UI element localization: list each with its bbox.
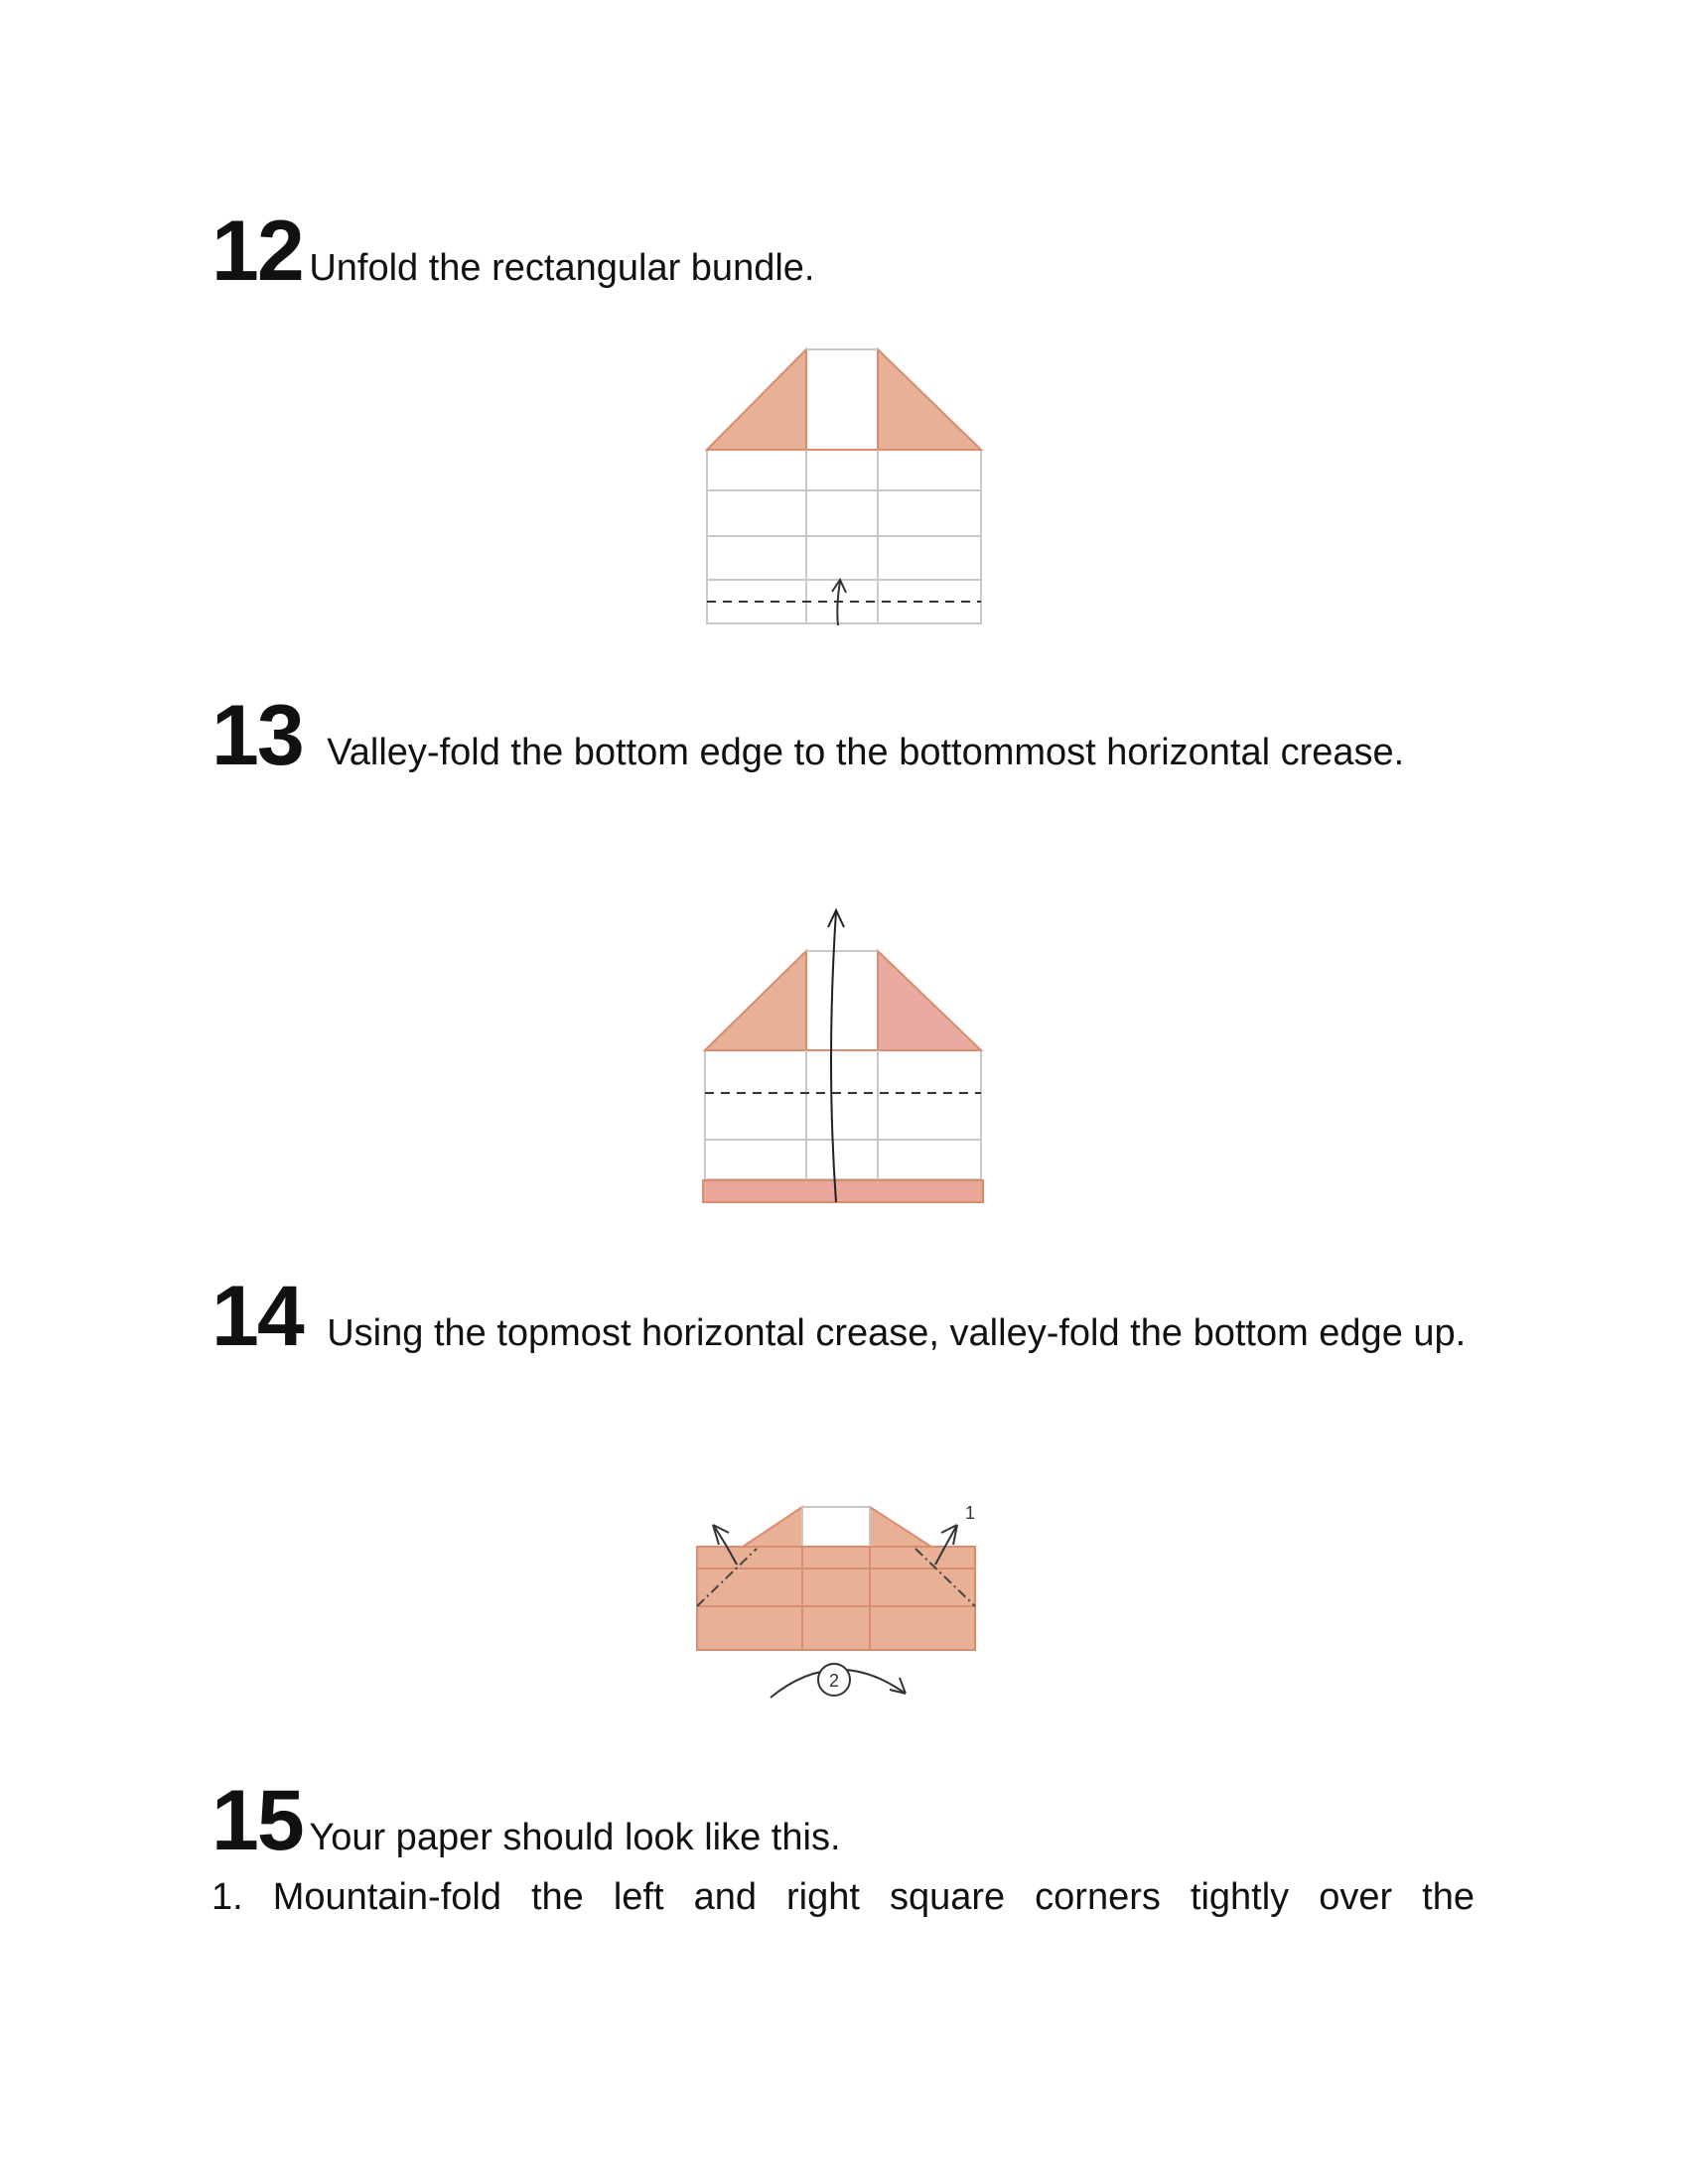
right-flap bbox=[878, 951, 981, 1050]
paper-outline bbox=[707, 349, 981, 623]
turn-over-label: 2 bbox=[828, 1671, 840, 1691]
step-instruction: Your paper should look like this. bbox=[309, 1817, 841, 1858]
folded-strip bbox=[703, 1180, 983, 1202]
step-number: 13 bbox=[211, 688, 303, 783]
step-number: 12 bbox=[211, 204, 303, 299]
step-13-paragraph bbox=[211, 688, 1475, 784]
step-instruction: Using the topmost horizontal crease, valley-fold the bottom edge up. bbox=[327, 1312, 1467, 1354]
step-instruction: Unfold the rectangular bundle. bbox=[309, 247, 815, 289]
step-12-diagram bbox=[701, 345, 989, 627]
left-flap bbox=[707, 349, 806, 450]
folded-body bbox=[697, 1547, 975, 1650]
step-instruction: Valley-fold the bottom edge to the bottommost horizontal crease. bbox=[327, 732, 1405, 773]
fold-label-one: 1 bbox=[965, 1503, 976, 1523]
step-15-heading bbox=[211, 1773, 841, 1868]
step-number: 15 bbox=[211, 1773, 303, 1868]
left-flap bbox=[705, 951, 806, 1050]
step-14-diagram bbox=[693, 1489, 993, 1707]
step-12-heading bbox=[211, 204, 815, 299]
left-flap bbox=[743, 1507, 802, 1547]
step-15-substep-1: 1. Mountain-fold the left and right square corners tightly over the bbox=[211, 1876, 1475, 1918]
step-number: 14 bbox=[211, 1269, 303, 1364]
paper-outline bbox=[705, 951, 981, 1202]
right-flap bbox=[878, 349, 981, 450]
step-13-diagram bbox=[701, 905, 989, 1207]
center-tab bbox=[802, 1507, 870, 1547]
right-flap bbox=[870, 1507, 931, 1547]
step-14-paragraph bbox=[211, 1269, 1475, 1365]
